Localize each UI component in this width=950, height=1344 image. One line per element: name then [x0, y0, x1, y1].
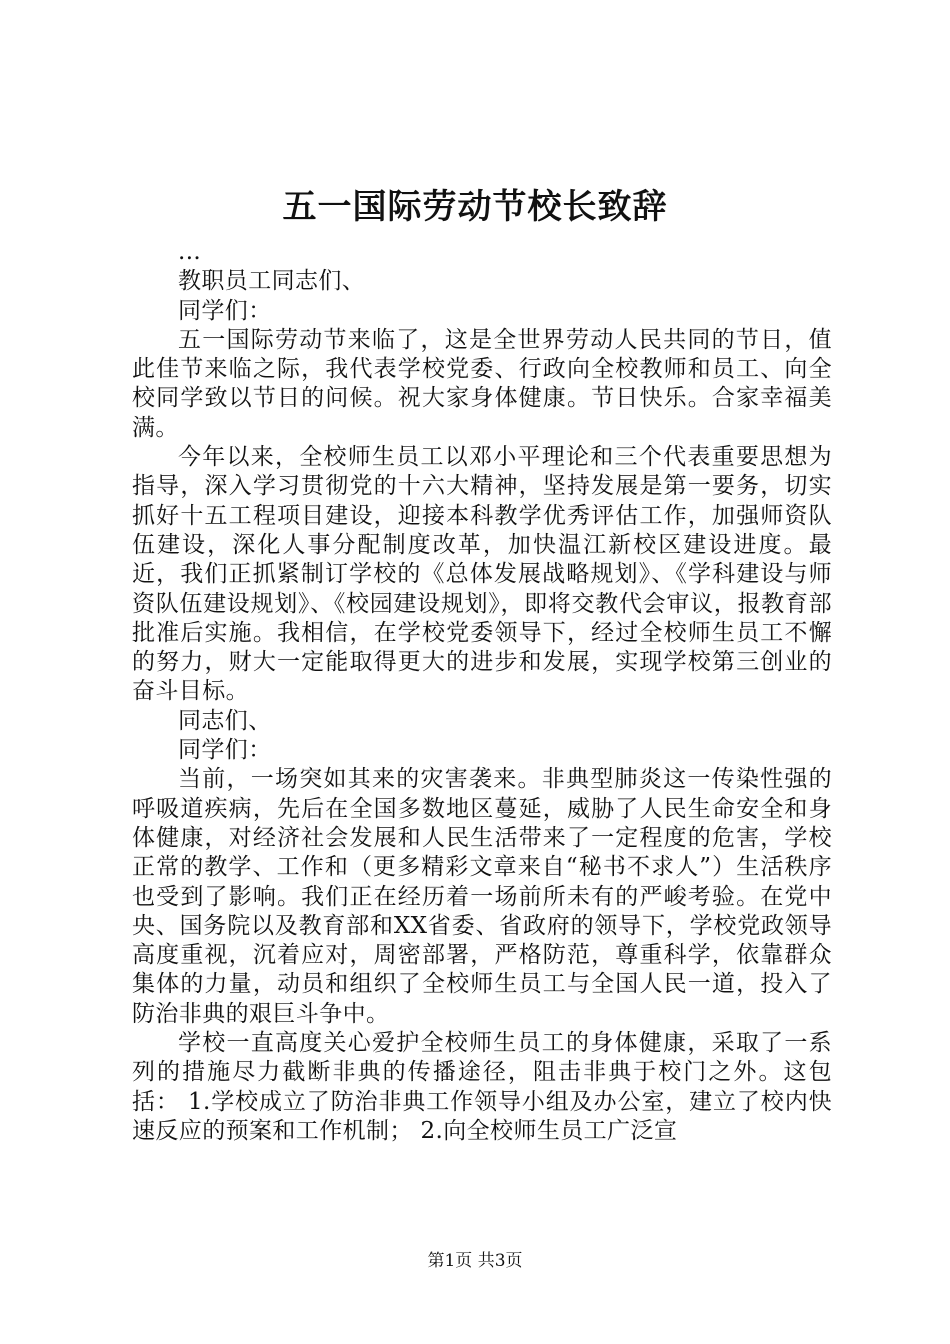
- paragraph-sars: 当前，一场突如其来的灾害袭来。非典型肺炎这一传染性强的呼吸道疾病，先后在全国多数地区蔓延，威胁了人民生命安全和身体健康，对经济社会发展和人民生活带来了一定程度的危害，学校正常的教学、工作和（更多精彩文章来自“秘书不求人”）生活秩序也受到了影响。我们正在经历着一场前所未有的严峻考验。在党中央、国务院以及教育部和XX省委、省政府的领导下，学校党政领导高度重视，沉着应对，周密部署，严格防范，尊重科学，依靠群众集体的力量，动员和组织了全校师生员工与全国人民一道，投入了防治非典的艰巨斗争中。: [132, 766, 832, 1027]
- salutation-students: 同学们：: [178, 297, 272, 324]
- document-body: [132, 238, 832, 1146]
- ellipsis-line: ...: [178, 239, 202, 265]
- paragraph-greeting: 五一国际劳动节来临了，这是全世界劳动人民共同的节日，值此佳节来临之际，我代表学校党委、行政向全校教师和员工、向全校同学致以节日的问候。祝大家身体健康。节日快乐。合家幸福美满。: [132, 326, 832, 441]
- salutation-students-2: 同学们：: [178, 737, 272, 764]
- paragraph-measures: 学校一直高度关心爱护全校师生员工的身体健康，采取了一系列的措施尽力截断非典的传播途径，阻击非典于校门之外。这包括： 1.学校成立了防治非典工作领导小组及办公室，建立了校内快速反应的预案和工作机制； 2.向全校师生员工广泛宣: [132, 1030, 832, 1144]
- paragraph-progress: 今年以来，全校师生员工以邓小平理论和三个代表重要思想为指导，深入学习贯彻党的十六大精神，坚持发展是第一要务，切实抓好十五工程项目建设，迎接本科教学优秀评估工作，加强师资队伍建设，深化人事分配制度改革，加快温江新校区建设进度。最近，我们正抓紧制订学校的《总体发展战略规划》、《学科建设与师资队伍建设规划》、《校园建设规划》，即将交教代会审议，报教育部批准后实施。我相信，在学校党委领导下，经过全校师生员工不懈的努力，财大一定能取得更大的进步和发展，实现学校第三创业的奋斗目标。: [132, 444, 832, 705]
- document-title: 五一国际劳动节校长致辞: [282, 187, 668, 227]
- page-number-footer: 第1页 共3页: [427, 1251, 523, 1271]
- salutation-staff: 教职员工同志们、: [178, 268, 366, 295]
- salutation-comrades: 同志们、: [178, 707, 272, 734]
